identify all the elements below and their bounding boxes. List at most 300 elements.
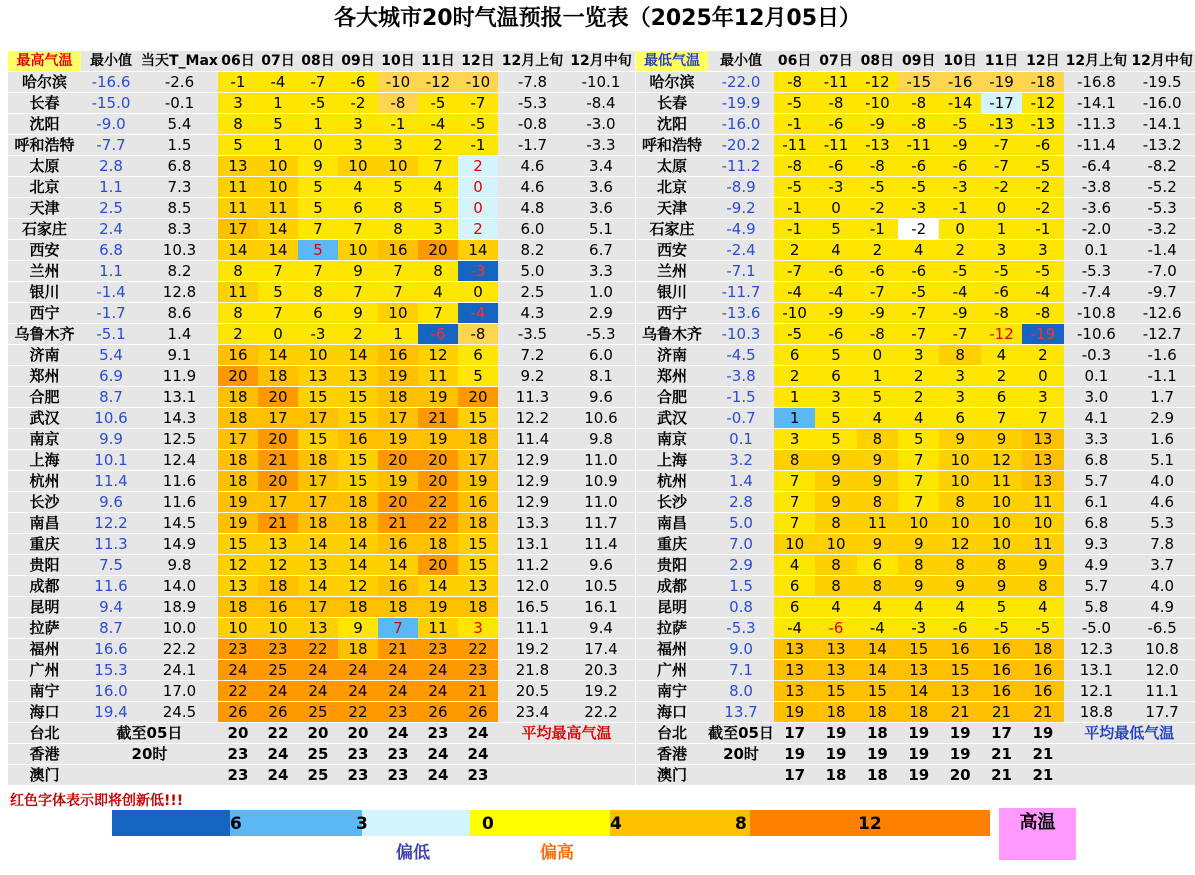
city-name: 哈尔滨: [8, 72, 81, 93]
day-temp-cell: 1: [857, 366, 898, 387]
day-temp-cell: 16: [378, 345, 418, 366]
dec-mid-avg: -3.3: [567, 135, 635, 156]
day-temp-cell: 24: [418, 744, 458, 765]
day-temp-cell: 0: [939, 219, 980, 240]
day-temp-cell: 6: [774, 345, 815, 366]
dec-early-avg: 9.2: [498, 366, 567, 387]
city-name: 贵阳: [636, 555, 708, 576]
day-temp-cell: 8: [939, 492, 980, 513]
day-temp-cell: 4: [857, 408, 898, 429]
day-temp-cell: 0: [815, 198, 856, 219]
min-value: -1.5: [708, 387, 774, 408]
day-temp-cell: -7: [981, 156, 1022, 177]
table-row: [636, 471, 1195, 492]
day-temp-cell: 24: [258, 681, 298, 702]
as-of-note: [708, 765, 774, 786]
day-temp-cell: 14: [458, 240, 498, 261]
day-temp-cell: -1: [774, 114, 815, 135]
day-temp-cell: 16: [378, 534, 418, 555]
day-temp-cell: 5: [298, 177, 338, 198]
day-temp-cell: 10: [981, 492, 1022, 513]
day-temp-cell: 10: [939, 471, 980, 492]
city-name: 南昌: [636, 513, 708, 534]
day-temp-cell: -7: [774, 261, 815, 282]
table-row: [8, 660, 635, 681]
day-temp-cell: -14: [939, 93, 980, 114]
today-tmax: 12.4: [141, 450, 218, 471]
day-temp-cell: -1: [774, 219, 815, 240]
day-temp-cell: -10: [857, 93, 898, 114]
day-temp-cell: 10: [774, 534, 815, 555]
legend-tick-label: 8: [735, 814, 747, 834]
dec-mid-avg: 5.1: [567, 219, 635, 240]
table-row: [8, 366, 635, 387]
dec-mid-avg: 11.0: [567, 450, 635, 471]
dec-early-avg: 23.4: [498, 702, 567, 723]
dec-early-avg: 4.6: [498, 156, 567, 177]
day-temp-cell: 16: [338, 429, 378, 450]
dec-early-avg: 11.3: [498, 387, 567, 408]
day-temp-cell: -19: [1022, 324, 1063, 345]
high-header-cell: 07日: [258, 51, 298, 72]
day-temp-cell: 5: [218, 135, 258, 156]
day-temp-cell: 6: [981, 387, 1022, 408]
table-row: [636, 702, 1195, 723]
day-temp-cell: 20: [458, 387, 498, 408]
city-name: 天津: [636, 198, 708, 219]
day-temp-cell: 9: [338, 261, 378, 282]
day-temp-cell: 3: [939, 387, 980, 408]
day-temp-cell: -10: [378, 72, 418, 93]
table-row: [8, 555, 635, 576]
low-header-cell: 12月上旬: [1064, 51, 1130, 72]
dec-early-avg: 11.4: [498, 429, 567, 450]
dec-early-avg: -11.3: [1064, 114, 1130, 135]
day-temp-cell: 11: [418, 618, 458, 639]
day-temp-cell: 12: [939, 534, 980, 555]
city-name: 成都: [8, 576, 81, 597]
day-temp-cell: -5: [774, 93, 815, 114]
high-header-cell: 06日: [218, 51, 258, 72]
dec-early-avg: -10.6: [1064, 324, 1130, 345]
city-name: 呼和浩特: [636, 135, 708, 156]
day-temp-cell: -6: [898, 261, 939, 282]
city-name: 拉萨: [636, 618, 708, 639]
min-value: -19.9: [708, 93, 774, 114]
day-temp-cell: 13: [1022, 450, 1063, 471]
day-temp-cell: 21: [458, 681, 498, 702]
day-temp-cell: 7: [298, 219, 338, 240]
city-name: 西安: [636, 240, 708, 261]
day-temp-cell: -8: [1022, 303, 1063, 324]
day-temp-cell: 21: [981, 765, 1022, 786]
day-temp-cell: 24: [258, 744, 298, 765]
min-value: 9.0: [708, 639, 774, 660]
day-temp-cell: 7: [1022, 408, 1063, 429]
dec-mid-avg: 19.2: [567, 681, 635, 702]
as-of-note: 截至05日: [81, 723, 218, 744]
day-temp-cell: 18: [1022, 639, 1063, 660]
day-temp-cell: 16: [378, 240, 418, 261]
day-temp-cell: 13: [815, 639, 856, 660]
average-note: [498, 744, 635, 765]
day-temp-cell: 24: [378, 681, 418, 702]
dec-early-avg: 12.3: [1064, 639, 1130, 660]
city-name: 澳门: [8, 765, 81, 786]
day-temp-cell: -5: [898, 177, 939, 198]
dec-early-avg: 5.8: [1064, 597, 1130, 618]
city-name: 合肥: [8, 387, 81, 408]
day-temp-cell: 11: [418, 366, 458, 387]
city-name: 台北: [8, 723, 81, 744]
day-temp-cell: 23: [218, 765, 258, 786]
day-temp-cell: 6: [857, 555, 898, 576]
day-temp-cell: 20: [258, 387, 298, 408]
legend-color-segment: [230, 810, 362, 836]
day-temp-cell: 17: [298, 492, 338, 513]
day-temp-cell: 18: [857, 702, 898, 723]
day-temp-cell: 12: [258, 555, 298, 576]
day-temp-cell: -3: [898, 198, 939, 219]
dec-early-avg: -7.4: [1064, 282, 1130, 303]
today-tmax: 6.8: [141, 156, 218, 177]
day-temp-cell: 0: [258, 324, 298, 345]
dec-mid-avg: -19.5: [1129, 72, 1195, 93]
day-temp-cell: 7: [378, 282, 418, 303]
today-tmax: 14.9: [141, 534, 218, 555]
day-temp-cell: 1: [774, 408, 815, 429]
day-temp-cell: 21: [1022, 702, 1063, 723]
day-temp-cell: 24: [338, 660, 378, 681]
today-tmax: -0.1: [141, 93, 218, 114]
extra-row: [636, 765, 1195, 786]
city-name: 广州: [636, 660, 708, 681]
table-row: [8, 576, 635, 597]
day-temp-cell: -4: [1022, 282, 1063, 303]
legend-color-segment: [610, 810, 750, 836]
min-value: -0.7: [708, 408, 774, 429]
day-temp-cell: 13: [298, 366, 338, 387]
city-name: 石家庄: [636, 219, 708, 240]
day-temp-cell: 8: [939, 555, 980, 576]
average-note: [1064, 765, 1195, 786]
legend-color-segment: [112, 810, 230, 836]
table-row: [636, 408, 1195, 429]
day-temp-cell: 18: [338, 639, 378, 660]
day-temp-cell: 9: [857, 534, 898, 555]
city-name: 重庆: [636, 534, 708, 555]
day-temp-cell: 23: [218, 639, 258, 660]
day-temp-cell: 0: [458, 198, 498, 219]
dec-early-avg: -0.8: [498, 114, 567, 135]
day-temp-cell: 12: [338, 576, 378, 597]
dec-mid-avg: 3.6: [567, 198, 635, 219]
day-temp-cell: 15: [218, 534, 258, 555]
day-temp-cell: -8: [898, 93, 939, 114]
day-temp-cell: 17: [458, 450, 498, 471]
day-temp-cell: 24: [378, 660, 418, 681]
day-temp-cell: -5: [458, 114, 498, 135]
table-row: [8, 450, 635, 471]
day-temp-cell: -6: [418, 324, 458, 345]
today-tmax: 11.9: [141, 366, 218, 387]
city-name: 澳门: [636, 765, 708, 786]
day-temp-cell: 5: [815, 408, 856, 429]
extra-row: [8, 723, 635, 744]
table-row: [8, 681, 635, 702]
day-temp-cell: 16: [939, 639, 980, 660]
high-header-row: [8, 51, 635, 72]
table-row: [636, 576, 1195, 597]
day-temp-cell: -12: [981, 324, 1022, 345]
high-header-cell: 当天T_Max: [141, 51, 218, 72]
high-header-cell: 10日: [378, 51, 418, 72]
dec-mid-avg: 7.8: [1129, 534, 1195, 555]
dec-mid-avg: 10.8: [1129, 639, 1195, 660]
today-tmax: 5.4: [141, 114, 218, 135]
min-value: 9.6: [81, 492, 141, 513]
day-temp-cell: 13: [898, 660, 939, 681]
day-temp-cell: 18: [218, 387, 258, 408]
dec-mid-avg: -1.6: [1129, 345, 1195, 366]
dec-early-avg: 5.0: [498, 261, 567, 282]
day-temp-cell: -2: [338, 93, 378, 114]
city-name: 乌鲁木齐: [8, 324, 81, 345]
day-temp-cell: 2: [338, 324, 378, 345]
dec-early-avg: 5.7: [1064, 471, 1130, 492]
day-temp-cell: -4: [418, 114, 458, 135]
day-temp-cell: -11: [774, 135, 815, 156]
dec-early-avg: -3.8: [1064, 177, 1130, 198]
day-temp-cell: 10: [338, 156, 378, 177]
day-temp-cell: 25: [298, 765, 338, 786]
day-temp-cell: 14: [857, 660, 898, 681]
day-temp-cell: 9: [338, 618, 378, 639]
day-temp-cell: -6: [815, 156, 856, 177]
dec-mid-avg: -6.5: [1129, 618, 1195, 639]
day-temp-cell: 19: [218, 492, 258, 513]
city-name: 西安: [8, 240, 81, 261]
min-value: -11.7: [708, 282, 774, 303]
day-temp-cell: 20: [258, 429, 298, 450]
day-temp-cell: 4: [857, 597, 898, 618]
dec-mid-avg: -9.7: [1129, 282, 1195, 303]
city-name: 沈阳: [8, 114, 81, 135]
dec-mid-avg: -13.2: [1129, 135, 1195, 156]
high-header-cell: 09日: [338, 51, 378, 72]
city-name: 济南: [8, 345, 81, 366]
day-temp-cell: 5: [298, 198, 338, 219]
day-temp-cell: 13: [1022, 429, 1063, 450]
day-temp-cell: 9: [939, 576, 980, 597]
dec-mid-avg: 1.0: [567, 282, 635, 303]
day-temp-cell: 21: [981, 702, 1022, 723]
day-temp-cell: 20: [298, 723, 338, 744]
table-row: [8, 702, 635, 723]
day-temp-cell: 1: [378, 324, 418, 345]
table-row: [636, 240, 1195, 261]
dec-early-avg: 12.9: [498, 450, 567, 471]
day-temp-cell: 3: [338, 114, 378, 135]
day-temp-cell: 8: [218, 261, 258, 282]
day-temp-cell: -2: [1022, 177, 1063, 198]
dec-early-avg: 12.2: [498, 408, 567, 429]
min-value: -3.8: [708, 366, 774, 387]
day-temp-cell: 13: [258, 534, 298, 555]
day-temp-cell: 3: [898, 345, 939, 366]
day-temp-cell: 1: [258, 93, 298, 114]
city-name: 长沙: [8, 492, 81, 513]
dec-early-avg: 6.0: [498, 219, 567, 240]
day-temp-cell: -12: [857, 72, 898, 93]
city-name: 西宁: [8, 303, 81, 324]
day-temp-cell: 16: [378, 576, 418, 597]
day-temp-cell: 19: [378, 471, 418, 492]
city-name: 海口: [636, 702, 708, 723]
min-value: -9.0: [81, 114, 141, 135]
day-temp-cell: 4: [898, 597, 939, 618]
table-row: [636, 72, 1195, 93]
day-temp-cell: 6: [774, 576, 815, 597]
day-temp-cell: -6: [1022, 135, 1063, 156]
dec-early-avg: 20.5: [498, 681, 567, 702]
day-temp-cell: 5: [857, 387, 898, 408]
day-temp-cell: 18: [218, 471, 258, 492]
dec-early-avg: 4.9: [1064, 555, 1130, 576]
dec-mid-avg: 9.8: [567, 429, 635, 450]
dec-early-avg: 6.8: [1064, 513, 1130, 534]
day-temp-cell: 2: [981, 366, 1022, 387]
day-temp-cell: 8: [218, 303, 258, 324]
day-temp-cell: 18: [338, 492, 378, 513]
day-temp-cell: -8: [857, 324, 898, 345]
day-temp-cell: 21: [418, 408, 458, 429]
table-row: [636, 177, 1195, 198]
day-temp-cell: 19: [939, 744, 980, 765]
today-tmax: 18.9: [141, 597, 218, 618]
table-row: [636, 513, 1195, 534]
day-temp-cell: 21: [378, 639, 418, 660]
day-temp-cell: 0: [458, 177, 498, 198]
day-temp-cell: 18: [898, 702, 939, 723]
day-temp-cell: 18: [458, 513, 498, 534]
day-temp-cell: -1: [458, 135, 498, 156]
day-temp-cell: 9: [857, 450, 898, 471]
table-row: [636, 450, 1195, 471]
day-temp-cell: 24: [338, 681, 378, 702]
day-temp-cell: 22: [298, 639, 338, 660]
day-temp-cell: 16: [218, 345, 258, 366]
page-title: 各大城市20时气温预报一览表（2025年12月05日）: [333, 6, 862, 31]
day-temp-cell: 6: [774, 597, 815, 618]
dec-early-avg: -3.5: [498, 324, 567, 345]
day-temp-cell: 5: [815, 219, 856, 240]
day-temp-cell: 19: [218, 513, 258, 534]
legend-above-normal-label: 偏高: [540, 843, 574, 863]
day-temp-cell: 15: [857, 681, 898, 702]
day-temp-cell: -4: [815, 282, 856, 303]
today-tmax: 17.0: [141, 681, 218, 702]
day-temp-cell: 3: [418, 219, 458, 240]
table-row: [8, 408, 635, 429]
table-row: [636, 198, 1195, 219]
day-temp-cell: 10: [815, 534, 856, 555]
dec-mid-avg: 5.3: [1129, 513, 1195, 534]
dec-early-avg: 6.1: [1064, 492, 1130, 513]
day-temp-cell: -1: [218, 72, 258, 93]
day-temp-cell: 4: [774, 555, 815, 576]
day-temp-cell: 20: [418, 471, 458, 492]
day-temp-cell: 4: [815, 240, 856, 261]
day-temp-cell: 9: [981, 429, 1022, 450]
day-temp-cell: 13: [774, 681, 815, 702]
day-temp-cell: -5: [774, 177, 815, 198]
day-temp-cell: 24: [418, 765, 458, 786]
day-temp-cell: -7: [939, 324, 980, 345]
city-name: 郑州: [636, 366, 708, 387]
dec-early-avg: 4.8: [498, 198, 567, 219]
day-temp-cell: 17: [298, 597, 338, 618]
dec-early-avg: -3.6: [1064, 198, 1130, 219]
day-temp-cell: 12: [981, 450, 1022, 471]
min-value: 6.8: [81, 240, 141, 261]
day-temp-cell: 7: [378, 261, 418, 282]
day-temp-cell: 7: [418, 303, 458, 324]
day-temp-cell: -1: [857, 219, 898, 240]
day-temp-cell: 10: [338, 240, 378, 261]
dec-mid-avg: -3.0: [567, 114, 635, 135]
day-temp-cell: 15: [338, 471, 378, 492]
day-temp-cell: -3: [815, 177, 856, 198]
day-temp-cell: 13: [218, 576, 258, 597]
day-temp-cell: 11: [1022, 492, 1063, 513]
dec-early-avg: 12.1: [1064, 681, 1130, 702]
day-temp-cell: -8: [898, 114, 939, 135]
table-row: [8, 198, 635, 219]
dec-mid-avg: -5.3: [1129, 198, 1195, 219]
day-temp-cell: 5: [458, 366, 498, 387]
day-temp-cell: 18: [458, 429, 498, 450]
day-temp-cell: 22: [418, 513, 458, 534]
dec-early-avg: -5.3: [498, 93, 567, 114]
day-temp-cell: 24: [218, 660, 258, 681]
day-temp-cell: 12: [418, 345, 458, 366]
city-name: 兰州: [636, 261, 708, 282]
day-temp-cell: 7: [418, 156, 458, 177]
today-tmax: 14.3: [141, 408, 218, 429]
min-value: -5.1: [81, 324, 141, 345]
day-temp-cell: -7: [298, 72, 338, 93]
day-temp-cell: -5: [1022, 156, 1063, 177]
table-row: [8, 219, 635, 240]
legend-tick-label: 4: [610, 814, 622, 834]
day-temp-cell: 1: [774, 387, 815, 408]
min-value: 9.4: [81, 597, 141, 618]
day-temp-cell: 0: [458, 282, 498, 303]
day-temp-cell: 16: [258, 597, 298, 618]
day-temp-cell: 19: [857, 744, 898, 765]
day-temp-cell: 9: [898, 576, 939, 597]
dec-early-avg: 3.3: [1064, 429, 1130, 450]
average-note: [498, 765, 635, 786]
day-temp-cell: 5: [981, 597, 1022, 618]
day-temp-cell: -9: [939, 303, 980, 324]
day-temp-cell: -6: [815, 324, 856, 345]
day-temp-cell: 12: [218, 555, 258, 576]
legend-high-temp-box: 高温: [999, 808, 1076, 860]
day-temp-cell: 10: [258, 156, 298, 177]
day-temp-cell: 17: [258, 492, 298, 513]
